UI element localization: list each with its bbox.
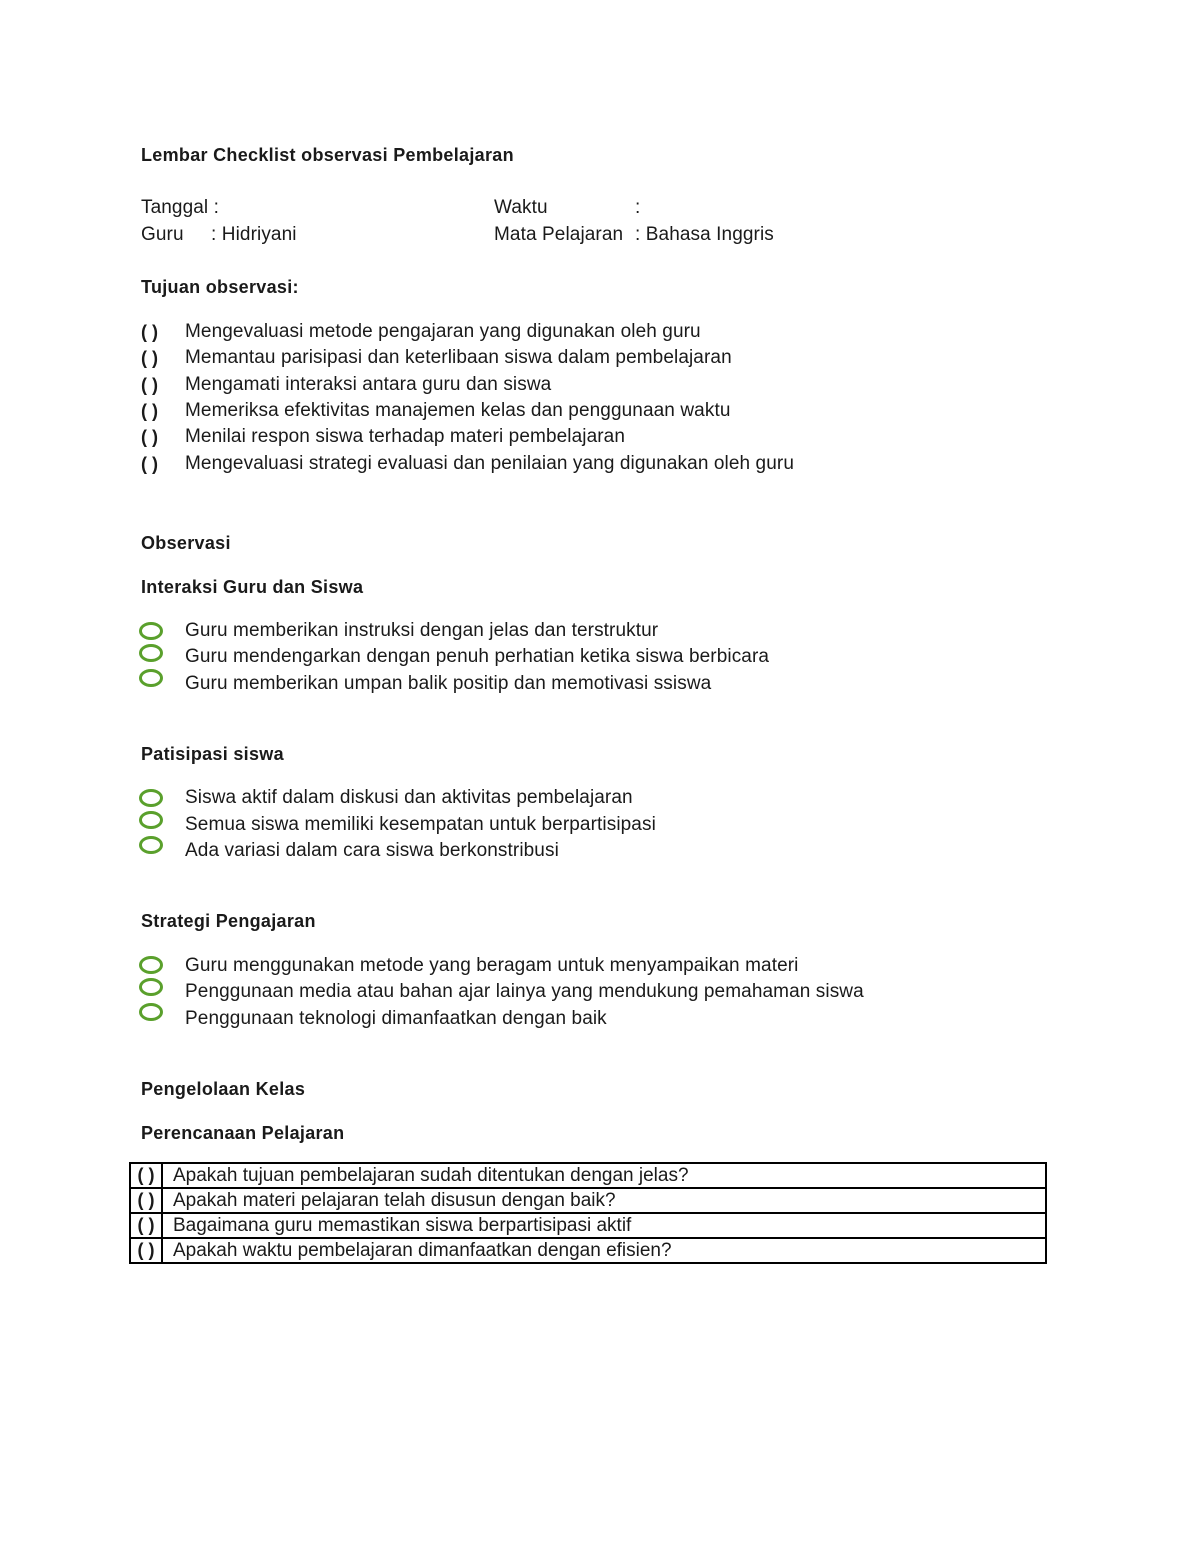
- circle-marker-icon[interactable]: [139, 836, 163, 854]
- table-row: [130, 1213, 1046, 1238]
- circle-marker-icon[interactable]: [139, 644, 163, 662]
- checkbox-mark[interactable]: ( ): [141, 322, 158, 342]
- tujuan-heading: Tujuan observasi:: [141, 277, 299, 297]
- circle-marker-icon[interactable]: [139, 1003, 163, 1021]
- strategi-item: Guru menggunakan metode yang beragam untuk menyampaikan materi: [185, 955, 799, 976]
- table-row: [130, 1163, 1046, 1188]
- interaksi-item: Guru memberikan instruksi dengan jelas dan terstruktur: [185, 620, 659, 641]
- tujuan-item: Mengevaluasi metode pengajaran yang digunakan oleh guru: [185, 321, 701, 342]
- circle-marker-icon[interactable]: [139, 669, 163, 687]
- checkbox-mark[interactable]: ( ): [130, 1213, 162, 1238]
- tanggal-label: Tanggal :: [141, 197, 220, 218]
- interaksi-item: Guru memberikan umpan balik positip dan memotivasi ssiswa: [185, 673, 712, 694]
- strategi-item: Penggunaan media atau bahan ajar lainya yang mendukung pemahaman siswa: [185, 981, 864, 1002]
- tujuan-item: Memeriksa efektivitas manajemen kelas dan penggunaan waktu: [185, 400, 731, 421]
- guru-label: Guru: [141, 224, 184, 245]
- pengelolaan-heading: Pengelolaan Kelas: [141, 1079, 306, 1099]
- tujuan-item: Menilai respon siswa terhadap materi pembelajaran: [185, 426, 626, 447]
- waktu-label: Waktu: [494, 197, 548, 218]
- circle-marker-icon[interactable]: [139, 956, 163, 974]
- table-cell-question: Apakah materi pelajaran telah disusun dengan baik?: [162, 1188, 1046, 1213]
- table-cell-question: Apakah waktu pembelajaran dimanfaatkan dengan efisien?: [162, 1238, 1046, 1263]
- table-row: [130, 1238, 1046, 1263]
- circle-marker-icon[interactable]: [139, 622, 163, 640]
- checkbox-mark[interactable]: ( ): [141, 401, 158, 421]
- circle-marker-icon[interactable]: [139, 789, 163, 807]
- tujuan-item: Mengevaluasi strategi evaluasi dan penilaian yang digunakan oleh guru: [185, 453, 794, 474]
- checkbox-mark[interactable]: ( ): [141, 427, 158, 447]
- mapel-value: : Bahasa Inggris: [635, 224, 774, 245]
- checkbox-mark[interactable]: ( ): [141, 454, 158, 474]
- guru-value: : Hidriyani: [211, 224, 297, 245]
- document-title: Lembar Checklist observasi Pembelajaran: [141, 145, 514, 165]
- table-cell-question: Bagaimana guru memastikan siswa berpartisipasi aktif: [162, 1213, 1046, 1238]
- checkbox-mark[interactable]: ( ): [130, 1163, 162, 1188]
- tujuan-item: Memantau parisipasi dan keterlibaan siswa dalam pembelajaran: [185, 347, 732, 368]
- partisipasi-item: Ada variasi dalam cara siswa berkonstribusi: [185, 840, 559, 861]
- circle-marker-icon[interactable]: [139, 978, 163, 996]
- perencanaan-heading: Perencanaan Pelajaran: [141, 1123, 345, 1143]
- interaksi-heading: Interaksi Guru dan Siswa: [141, 577, 364, 597]
- observasi-heading: Observasi: [141, 533, 231, 553]
- circle-marker-icon[interactable]: [139, 811, 163, 829]
- checkbox-mark[interactable]: ( ): [130, 1188, 162, 1213]
- checkbox-mark[interactable]: ( ): [130, 1238, 162, 1263]
- table-row: [130, 1188, 1046, 1213]
- mapel-label: Mata Pelajaran: [494, 224, 624, 245]
- checkbox-mark[interactable]: ( ): [141, 375, 158, 395]
- partisipasi-item: Siswa aktif dalam diskusi dan aktivitas pembelajaran: [185, 787, 633, 808]
- strategi-item: Penggunaan teknologi dimanfaatkan dengan baik: [185, 1008, 607, 1029]
- partisipasi-heading: Patisipasi siswa: [141, 744, 284, 764]
- interaksi-item: Guru mendengarkan dengan penuh perhatian ketika siswa berbicara: [185, 646, 770, 667]
- checkbox-mark[interactable]: ( ): [141, 348, 158, 368]
- tujuan-item: Mengamati interaksi antara guru dan siswa: [185, 374, 552, 395]
- table-cell-question: Apakah tujuan pembelajaran sudah ditentukan dengan jelas?: [162, 1163, 1046, 1188]
- partisipasi-item: Semua siswa memiliki kesempatan untuk berpartisipasi: [185, 814, 656, 835]
- strategi-heading: Strategi Pengajaran: [141, 911, 316, 931]
- waktu-colon: :: [635, 197, 641, 218]
- perencanaan-table: [129, 1162, 1047, 1264]
